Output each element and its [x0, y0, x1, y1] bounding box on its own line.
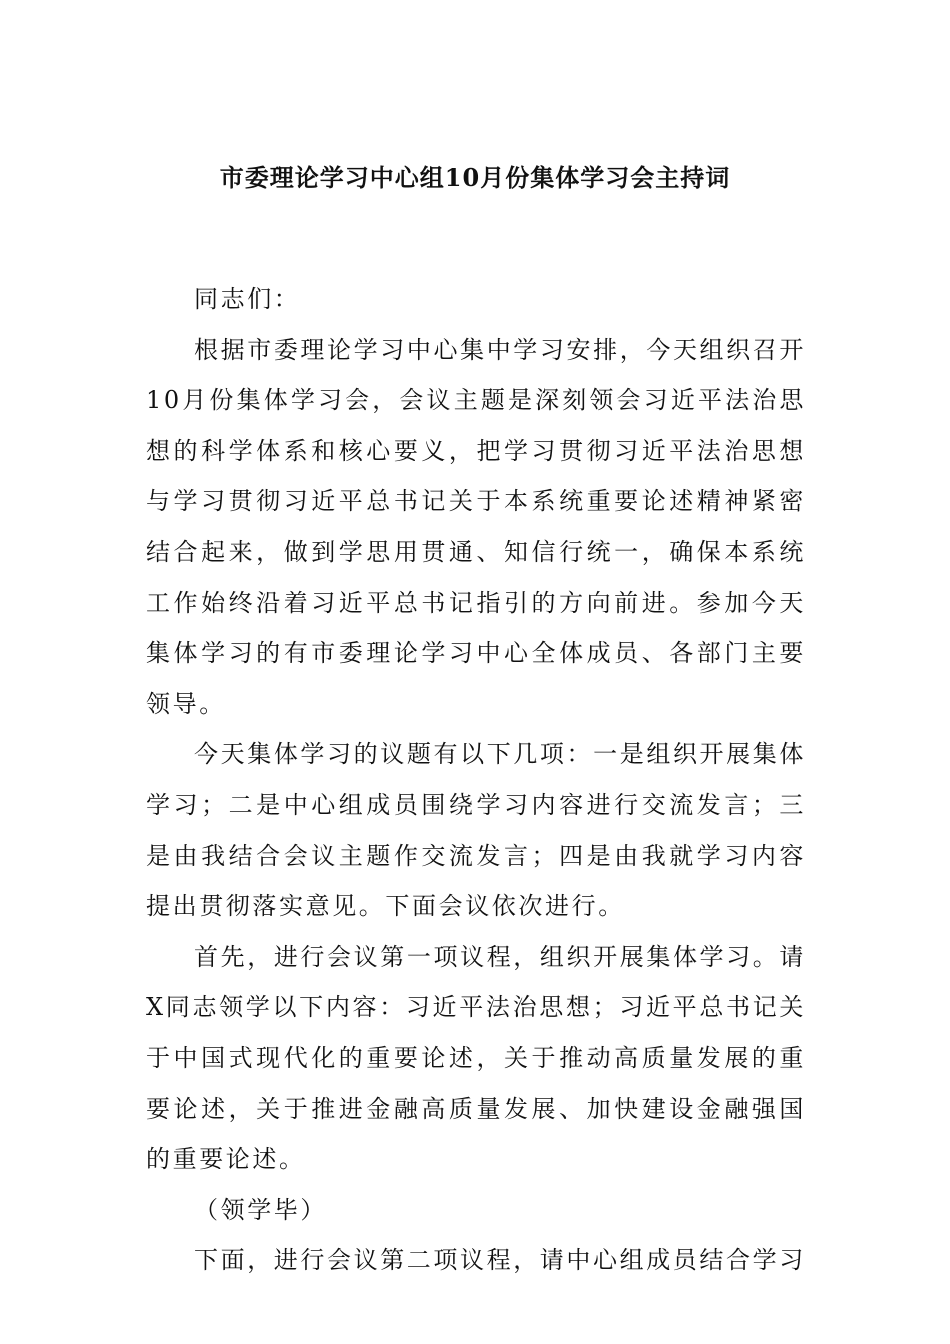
- paragraph-reading-done: （领学毕）: [194, 1195, 327, 1224]
- document-body: [146, 274, 806, 1286]
- document-title: 市委理论学习中心组10月份集体学习会主持词: [219, 163, 731, 192]
- paragraph-meeting-intro: 根据市委理论学习中心集中学习安排，今天组织召开10月份集体学习会，会议主题是深刻领会习近平法治思想的科学体系和核心要义，把学习贯彻习近平法治思想与学习贯彻习近平总书记关于本系统重要论述精神紧密结合起来，做到学思用贯通、知信行统一，确保本系统工作始终沿着习近平总书记指引的方向前进。参加今天集体学习的有市委理论学习中心全体成员、各部门主要领导。: [146, 335, 806, 718]
- salutation-paragraph: 同志们：: [194, 285, 301, 313]
- paragraph-second-item: 下面，进行会议第二项议程，请中心组成员结合学习: [194, 1246, 806, 1275]
- paragraph-first-item: 首先，进行会议第一项议程，组织开展集体学习。请X同志领学以下内容：习近平法治思想；习近平总书记关于中国式现代化的重要论述，关于推动高质量发展的重要论述，关于推进金融高质量发展、加快建设金融强国的重要论述。: [146, 942, 806, 1174]
- paragraph-agenda: 今天集体学习的议题有以下几项：一是组织开展集体学习；二是中心组成员围绕学习内容进行交流发言；三是由我结合会议主题作交流发言；四是由我就学习内容提出贯彻落实意见。下面会议依次进行。: [146, 740, 806, 921]
